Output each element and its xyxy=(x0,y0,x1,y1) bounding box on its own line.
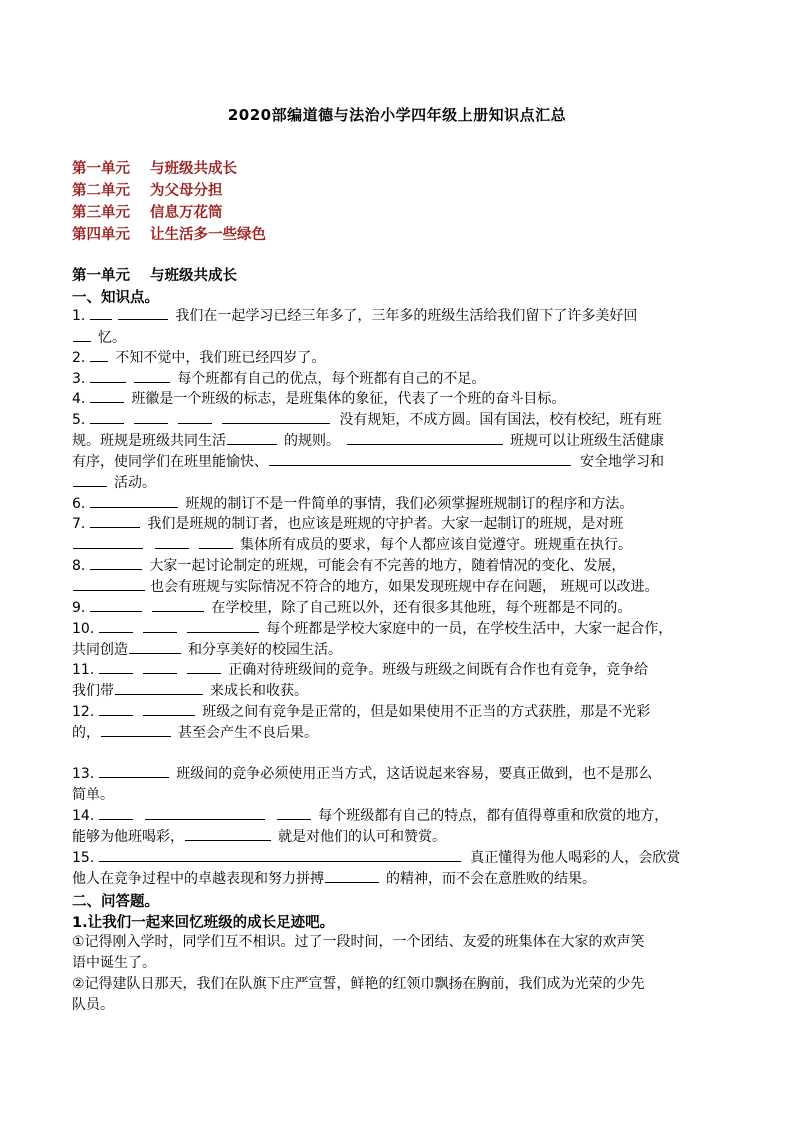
item-5-line-4: 活动。 xyxy=(72,473,156,493)
item-3: 3. 每个班都有自己的优点，每个班都有自己的不足。 xyxy=(72,371,486,387)
blank[interactable] xyxy=(90,370,126,383)
blank[interactable] xyxy=(99,703,133,716)
blank[interactable] xyxy=(222,411,330,424)
blank[interactable] xyxy=(152,599,204,612)
part-heading-knowledge: 一、知识点。 xyxy=(72,290,159,306)
toc-item-3[interactable] xyxy=(72,202,266,224)
blank[interactable] xyxy=(73,474,107,487)
answer-2-line-2: 队员。 xyxy=(72,997,114,1013)
answer-1-line-1: ①记得刚入学时，同学们互不相识。过了一段时间，一个团结、友爱的班集体在大家的欢声笑 xyxy=(72,934,645,950)
item-12-line-2: 的， 甚至会产生不良后果。 xyxy=(72,725,318,741)
toc-unit: 第二单元 xyxy=(72,183,130,199)
blank[interactable] xyxy=(199,536,233,549)
toc-name: 信息万花筒 xyxy=(150,205,223,221)
blank[interactable] xyxy=(269,453,571,466)
toc-item-2[interactable] xyxy=(72,180,266,202)
blank[interactable] xyxy=(134,370,170,383)
item-15-line-1: 15. 真正懂得为他人喝彩的人，会欣赏 xyxy=(72,850,681,866)
item-12-line-1: 12. 班级之间有竞争是正常的，但是如果使用不正当的方式获胜，那是不光彩 xyxy=(72,704,651,720)
blank[interactable] xyxy=(90,390,124,403)
item-10-line-1: 10. 每个班都是学校大家庭中的一员，在学校生活中，大家一起合作， xyxy=(72,621,673,637)
blank[interactable] xyxy=(143,661,177,674)
item-7-line-1: 7. 我们是班规的制订者，也应该是班规的守护者。大家一起制订的班规，是对班 xyxy=(72,516,624,532)
section-unit: 第一单元 xyxy=(72,268,130,284)
blank[interactable] xyxy=(99,849,461,862)
item-14-line-1: 14. 每个班级都有自己的特点，都有值得尊重和欣赏的地方， xyxy=(72,808,669,824)
blank[interactable] xyxy=(90,495,178,508)
blank[interactable] xyxy=(347,432,503,445)
blank[interactable] xyxy=(73,329,91,342)
answer-2-line-1: ②记得建队日那天，我们在队旗下庄严宣誓，鲜艳的红领巾飘扬在胸前，我们成为光荣的少先 xyxy=(72,976,645,992)
blank[interactable] xyxy=(143,703,195,716)
blank[interactable] xyxy=(185,828,271,841)
blank[interactable] xyxy=(145,807,265,820)
toc-unit: 第三单元 xyxy=(72,205,130,221)
blank[interactable] xyxy=(101,724,171,737)
blank[interactable] xyxy=(325,870,379,883)
blank[interactable] xyxy=(227,432,277,445)
item-6: 6. 班规的制订不是一件简单的事情，我们必须掌握班规制订的程序和方法。 xyxy=(72,496,634,512)
item-7-line-2: 集体所有成员的要求，每个人都应该自觉遵守。班规重在执行。 xyxy=(72,535,632,555)
item-1-line-1: 1. 我们在一起学习已经三年多了，三年多的班级生活给我们留下了许多美好回 xyxy=(72,308,638,324)
blank[interactable] xyxy=(129,641,181,654)
toc-name: 为父母分担 xyxy=(150,183,223,199)
item-10-line-2: 共同创造 和分享美好的校园生活。 xyxy=(72,642,342,658)
item-11-line-2: 我们带 来成长和收获。 xyxy=(72,683,308,699)
answer-1-line-2: 语中诞生了。 xyxy=(72,955,156,971)
section-name: 与班级共成长 xyxy=(150,268,237,284)
toc-name: 让生活多一些绿色 xyxy=(150,227,266,243)
toc-unit: 第一单元 xyxy=(72,161,130,177)
document-title: 2020部编道德与法治小学四年级上册知识点汇总 xyxy=(227,106,567,124)
item-9: 9. 在学校里，除了自己班以外，还有很多其他班，每个班都是不同的。 xyxy=(72,600,632,616)
toc-unit: 第四单元 xyxy=(72,227,130,243)
blank[interactable] xyxy=(90,349,108,362)
blank[interactable] xyxy=(134,411,168,424)
item-1-line-2: 忆。 xyxy=(72,328,126,348)
blank[interactable] xyxy=(90,599,142,612)
section-heading xyxy=(72,264,237,285)
item-14-line-2: 能够为他班喝彩， 就是对他们的认可和赞赏。 xyxy=(72,829,446,845)
item-5-line-2: 规。班规是班级共同生活 的规则。 班规可以让班级生活健康 xyxy=(72,433,664,449)
blank[interactable] xyxy=(277,807,311,820)
blank[interactable] xyxy=(178,411,212,424)
blank[interactable] xyxy=(90,515,140,528)
blank[interactable] xyxy=(99,620,133,633)
blank[interactable] xyxy=(90,307,112,320)
toc-item-1[interactable] xyxy=(72,158,266,180)
blank[interactable] xyxy=(155,536,189,549)
blank[interactable] xyxy=(99,661,133,674)
table-of-contents xyxy=(72,158,266,246)
blank[interactable] xyxy=(90,411,124,424)
item-8-line-2: 也会有班规与实际情况不符合的地方，如果发现班规中存在问题， 班规可以改进。 xyxy=(72,577,658,597)
blank[interactable] xyxy=(187,661,221,674)
blank[interactable] xyxy=(115,682,203,695)
item-13-line-1: 13. 班级间的竞争必须使用正当方式，这话说起来容易，要真正做到，也不是那么 xyxy=(72,766,653,782)
question-1: 1.让我们一起来回忆班级的成长足迹吧。 xyxy=(72,915,335,931)
item-5-line-1: 5. 没有规矩，不成方圆。国有国法，校有校纪，班有班 xyxy=(72,412,662,428)
blank[interactable] xyxy=(73,536,143,549)
blank[interactable] xyxy=(99,765,169,778)
blank[interactable] xyxy=(99,807,133,820)
item-4: 4. 班徽是一个班级的标志，是班集体的象征，代表了一个班的奋斗目标。 xyxy=(72,391,566,407)
blank[interactable] xyxy=(143,620,177,633)
part-heading-qa: 二、问答题。 xyxy=(72,894,159,910)
item-8-line-1: 8. 大家一起讨论制定的班规，可能会有不完善的地方，随着情况的变化、发展， xyxy=(72,558,626,574)
item-11-line-1: 11. 正确对待班级间的竞争。班级与班级之间既有合作也有竞争，竞争给 xyxy=(72,662,649,678)
blank[interactable] xyxy=(118,307,168,320)
toc-name: 与班级共成长 xyxy=(150,161,237,177)
toc-item-4[interactable] xyxy=(72,224,266,246)
item-2: 2. 不知不觉中，我们班已经四岁了。 xyxy=(72,350,326,366)
blank[interactable] xyxy=(90,557,142,570)
blank[interactable] xyxy=(187,620,259,633)
item-13-line-2: 简单。 xyxy=(72,787,114,803)
blank[interactable] xyxy=(73,578,145,591)
item-15-line-2: 他人在竞争过程中的卓越表现和努力拼搏 的精神，而不会在意胜败的结果。 xyxy=(72,871,596,887)
item-5-line-3: 有序，使同学们在班里能愉快、 安全地学习和 xyxy=(72,454,664,470)
